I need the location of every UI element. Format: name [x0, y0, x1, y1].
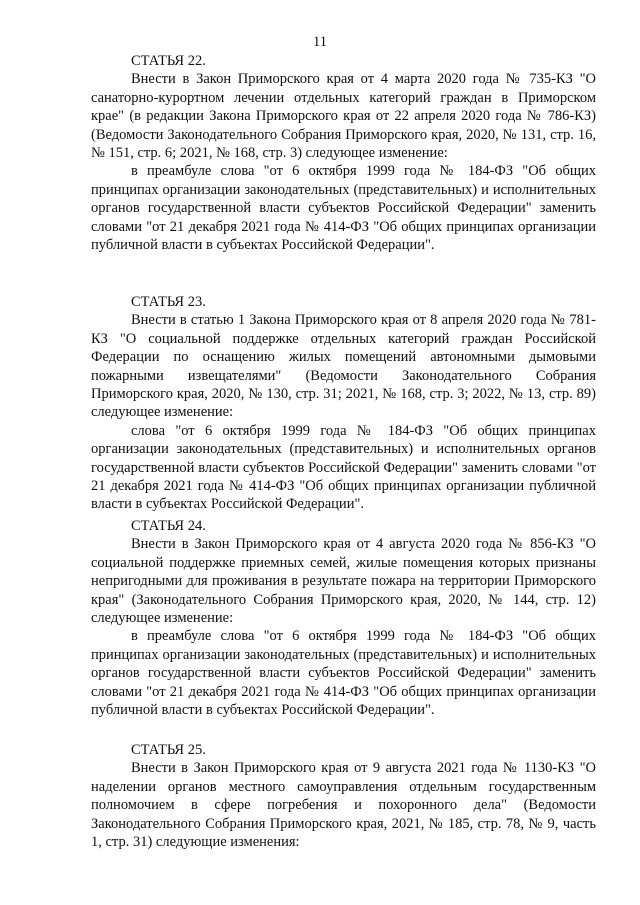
page-number: 11 — [313, 34, 327, 50]
article-intro-paragraph: Внести в Закон Приморского края от 4 марта 2020 года № 735-КЗ "О санаторно-курортном лечении отдельных категорий граждан в Приморском крае" (в редакции Закона Приморского края от 22 апреля 2020 года № 786-КЗ) (Ведомости Законодательного Собрания Приморского края, 2020, № 131, стр. 16, № 151, стр. 6; 2021, № 168, стр. 3) следующее изменение: — [91, 71, 596, 162]
article-change-paragraph: в преамбуле слова "от 6 октября 1999 года № 184-ФЗ "Об общих принципах организации законодательных (представительных) и исполнительных органов государственной власти субъектов Российской Федерации" заменить словами "от 21 декабря 2021 года № 414-ФЗ "Об общих принципах организации публичной власти в субъектах Российской Федерации". — [91, 163, 596, 254]
article-25 — [91, 741, 596, 851]
article-intro-paragraph: Внести в Закон Приморского края от 9 августа 2021 года № 1130-КЗ "О наделении органов местного самоуправления отдельным государственным полномочием в сфере погребения и похоронного дела" (Ведомости Законодательного Собрания Приморского края, 2021, № 185, стр. 78, № 9, часть 1, стр. 31) следующие изменения: — [91, 760, 596, 851]
article-22 — [91, 52, 596, 254]
article-intro-paragraph: Внести в Закон Приморского края от 4 августа 2020 года № 856-КЗ "О социальной поддержке приемных семей, жилые помещения которых признаны непригодными для проживания в результате пожара на территории Приморского края" (Законодательного Собрания Приморского края, 2020, № 144, стр. 12) следующее изменение: — [91, 536, 596, 627]
article-heading: СТАТЬЯ 24. — [131, 518, 206, 534]
article-24 — [91, 517, 596, 719]
article-23 — [91, 293, 596, 514]
article-heading: СТАТЬЯ 22. — [131, 53, 206, 69]
article-heading: СТАТЬЯ 23. — [131, 294, 206, 310]
article-change-paragraph: слова "от 6 октября 1999 года № 184-ФЗ "Об общих принципах организации законодательных (представительных) и исполнительных органов государственной власти субъектов Российской Федерации" заменить словами "от 21 декабря 2021 года № 414-ФЗ "Об общих принципах организации публичной власти в субъектах Российской Федерации". — [91, 422, 596, 513]
article-heading: СТАТЬЯ 25. — [131, 742, 206, 758]
article-intro-paragraph: Внести в статью 1 Закона Приморского края от 8 апреля 2020 года № 781-КЗ "О социальной поддержке отдельных категорий граждан Российской Федерации по оснащению жилых помещений автономными дымовыми пожарными извещателями" (Ведомости Законодательного Собрания Приморского края, 2020, № 130, стр. 31; 2021, № 168, стр. 3; 2022, № 13, стр. 89) следующее изменение: — [91, 312, 596, 421]
article-change-paragraph: в преамбуле слова "от 6 октября 1999 года № 184-ФЗ "Об общих принципах организации законодательных (представительных) и исполнительных органов государственной власти субъектов Российской Федерации" заменить словами "от 21 декабря 2021 года № 414-ФЗ "Об общих принципах организации публичной власти в субъектах Российской Федерации". — [91, 628, 596, 719]
